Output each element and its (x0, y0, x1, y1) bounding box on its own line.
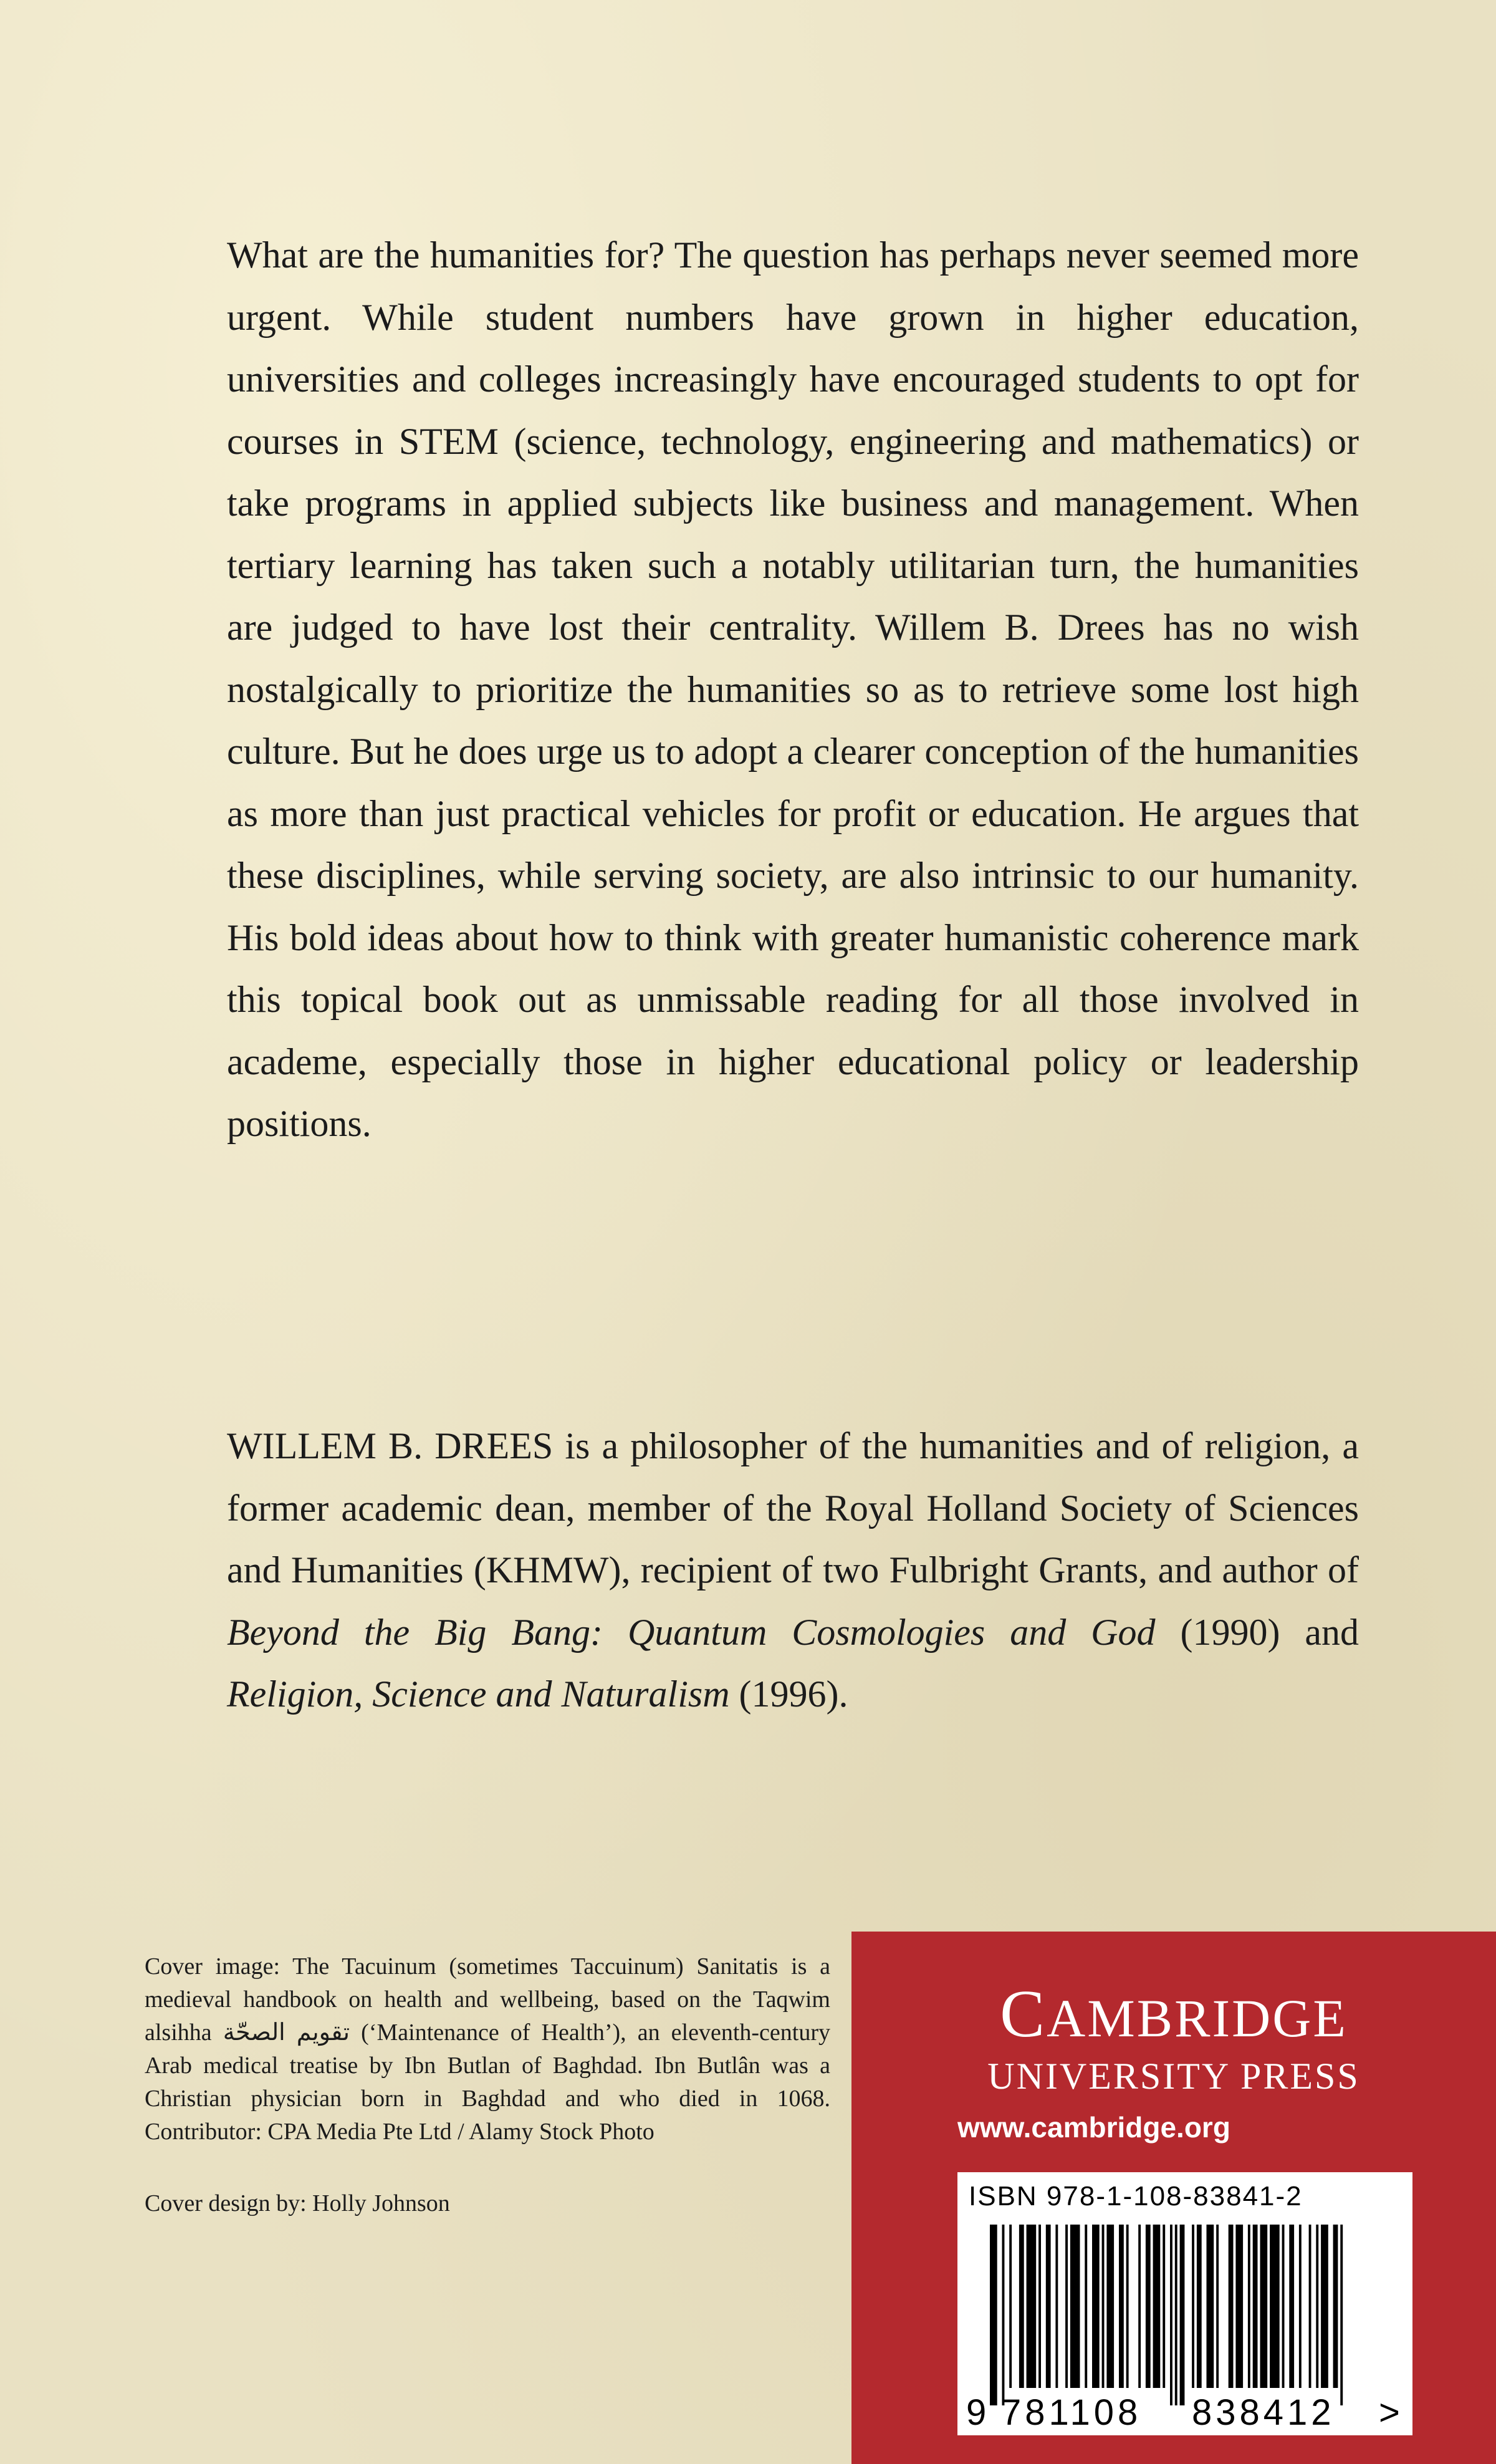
barcode-bar (1229, 2225, 1234, 2388)
barcode-bar (1106, 2225, 1114, 2388)
barcode-bar (1092, 2225, 1100, 2388)
bio-end: (1996). (729, 1673, 848, 1715)
barcode-bar (1253, 2225, 1258, 2388)
author-bio (227, 1415, 1359, 1726)
barcode-bar (1055, 2225, 1058, 2388)
bio-mid: (1990) and (1155, 1611, 1359, 1653)
cover-design-credit: Cover design by: Holly Johnson (145, 2190, 450, 2216)
publisher-subtitle: UNIVERSITY PRESS (987, 2056, 1360, 2097)
barcode-bar (1309, 2225, 1311, 2388)
book-blurb: What are the humanities for? The question has perhaps never seemed more urgent. While student numbers have grown in higher education, universities and colleges increasingly have encouraged students to opt for courses in STEM (science, technology, engineering and mathematics) or take programs in applied subjects like business and management. When tertiary learning has taken such a notably utilitarian turn, the humanities are judged to have lost their centrality. Willem B. Drees has no wish nostalgically to prioritize the humanities so as to retrieve some lost high culture. But he does urge us to adopt a clearer conception of the humanities as more than just practical vehicles for profit or education. He argues that these disciplines, while serving society, are also intrinsic to our humanity. His bold ideas about how to think with greater humanistic coherence mark this topical book out as unmissable reading for all those involved in academe, especially those in higher educational policy or leadership positions. (227, 234, 1359, 1144)
isbn-barcode-block (957, 2172, 1412, 2435)
barcode-bar (1192, 2225, 1194, 2388)
barcode-bar (1019, 2225, 1024, 2388)
barcode-bar (1316, 2225, 1318, 2388)
barcode-digits-right: 838412 (1192, 2392, 1335, 2433)
barcode-bar (1138, 2225, 1141, 2388)
barcode-bar (1180, 2225, 1185, 2405)
barcode-bar (1046, 2225, 1051, 2388)
barcode-arrow: > (1379, 2392, 1400, 2433)
publisher-name (851, 1977, 1496, 2051)
isbn-label: ISBN 978-1-108-83841-2 (969, 2181, 1303, 2211)
publisher-name-initial: C (1000, 1977, 1047, 2051)
barcode-bar (1153, 2225, 1161, 2388)
barcode-bar (1289, 2225, 1294, 2388)
barcode-bar (1102, 2225, 1105, 2388)
barcode-bar (1248, 2225, 1250, 2388)
barcode-bar (1038, 2225, 1041, 2388)
barcode-bar (1235, 2225, 1243, 2388)
barcode-bar (1085, 2225, 1087, 2388)
barcode-bar (1175, 2225, 1177, 2405)
bio-book-title-2: Religion, Science and Naturalism (227, 1673, 730, 1715)
barcode-bar (1197, 2225, 1202, 2388)
barcode-bar (1146, 2225, 1151, 2388)
barcode-digit-first: 9 (966, 2392, 987, 2433)
barcode-bar (1009, 2225, 1012, 2388)
barcode-bar (1002, 2225, 1005, 2405)
barcode-bar (1321, 2225, 1328, 2388)
barcode-bar (1299, 2225, 1302, 2388)
publisher-url: www.cambridge.org (957, 2111, 1230, 2144)
barcode-digits-left: 781108 (1001, 2392, 1142, 2433)
barcode-bar (1260, 2225, 1268, 2388)
barcode-bar (1282, 2225, 1285, 2388)
barcode-bar (1163, 2225, 1165, 2388)
barcode-bar (1270, 2225, 1280, 2388)
barcode-bar (1070, 2225, 1080, 2388)
cover-image-credits: Cover image: The Tacuinum (sometimes Taccuinum) Sanitatis is a medieval handbook on health and wellbeing, based on the Taqwim alsihha تقويم الصحّة (‘Maintenance of Health’), an eleventh-century Arab medical treatise by Ibn Butlan of Baghdad. Ibn Butlân was a Christian physician born in Baghdad and who died in 1068. Contributor: CPA Media Pte Ltd / Alamy Stock Photo (145, 1953, 830, 2145)
publisher-panel (851, 1932, 1496, 2464)
barcode-bar (1170, 2225, 1172, 2405)
barcode-bar (990, 2225, 997, 2405)
barcode-bar (1333, 2225, 1338, 2388)
barcode-bar (1207, 2225, 1214, 2388)
barcode-bar (1065, 2225, 1068, 2388)
publisher-name-rest: AMBRIDGE (1047, 1988, 1348, 2048)
barcode-bar (1119, 2225, 1124, 2388)
bio-book-title-1: Beyond the Big Bang: Quantum Cosmologies and God (227, 1611, 1156, 1653)
bio-lead: WILLEM B. DREES is a philosopher of the humanities and of religion, a former academic dean, member of the Royal Holland Society of Sciences and Humanities (KHMW), recipient of two Fulbright Grants, and author of (227, 1425, 1359, 1591)
barcode-bar (1340, 2225, 1343, 2405)
barcode-bar (1027, 2225, 1037, 2388)
barcode-bar (1126, 2225, 1129, 2388)
barcode-bar (1216, 2225, 1219, 2388)
